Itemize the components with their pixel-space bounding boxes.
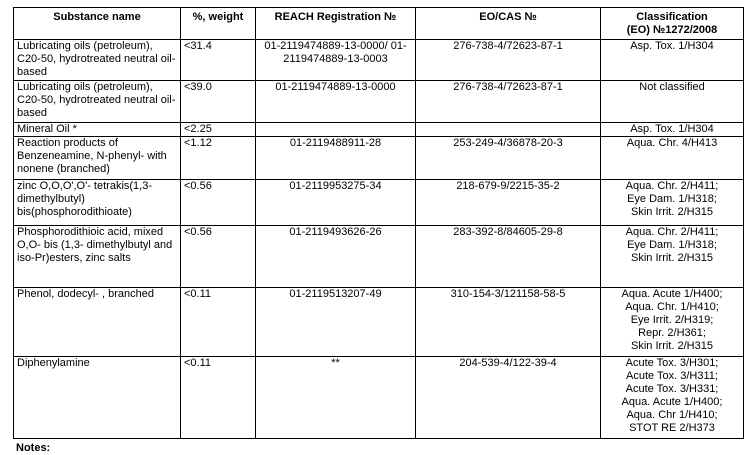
substance-name-cell: Mineral Oil * [14,123,181,137]
classification-cell: Asp. Tox. 1/H304 [601,123,744,137]
classification-cell: Acute Tox. 3/H301; Acute Tox. 3/H311; Acute Tox. 3/H331; Aqua. Acute 1/H400; Aqua. Chr 1/H410; STOT RE 2/H373 [601,357,744,439]
ec-cas-cell: 276-738-4/72623-87-1 [416,81,601,123]
composition-table [13,7,744,439]
table-row [14,40,744,81]
substance-name-cell: Lubricating oils (petroleum), C20-50, hydrotreated neutral oil-based [14,81,181,123]
weight-percent-cell: <0.11 [181,357,256,439]
ec-cas-cell: 276-738-4/72623-87-1 [416,40,601,81]
substance-name-cell: Reaction products of Benzeneamine, N-phenyl- with nonene (branched) [14,137,181,180]
weight-percent-cell: <0.56 [181,226,256,288]
weight-percent-cell: <0.56 [181,180,256,226]
weight-percent-cell: <0.11 [181,288,256,357]
reach-number-cell [256,123,416,137]
reach-number-cell: 01-2119474889-13-0000/ 01-2119474889-13-0003 [256,40,416,81]
ec-cas-cell: 283-392-8/84605-29-8 [416,226,601,288]
classification-cell: Aqua. Acute 1/H400; Aqua. Chr. 1/H410; Eye Irrit. 2/H319; Repr. 2/H361; Skin Irrit. 2/H315 [601,288,744,357]
substance-name-cell: Diphenylamine [14,357,181,439]
header-ec-cas: EO/CAS № [416,8,601,40]
classification-cell: Asp. Tox. 1/H304 [601,40,744,81]
weight-percent-cell: <1.12 [181,137,256,180]
ec-cas-cell: 310-154-3/121158-58-5 [416,288,601,357]
table-row [14,137,744,180]
reach-number-cell: 01-2119488911-28 [256,137,416,180]
substance-name-cell: zinc O,O,O',O'- tetrakis(1,3- dimethylbutyl) bis(phosphorodithioate) [14,180,181,226]
header-classification-line1: Classification [636,11,708,23]
ec-cas-cell: 253-249-4/36878-20-3 [416,137,601,180]
table-row [14,123,744,137]
substance-name-cell: Lubricating oils (petroleum), C20-50, hydrotreated neutral oil-based [14,40,181,81]
ec-cas-cell: 204-539-4/122-39-4 [416,357,601,439]
header-classification-line2: (EO) №1272/2008 [626,24,718,36]
weight-percent-cell: <31.4 [181,40,256,81]
weight-percent-cell: <2.25 [181,123,256,137]
table-header-row [14,8,744,40]
reach-number-cell: 01-2119493626-26 [256,226,416,288]
reach-number-cell: 01-2119474889-13-0000 [256,81,416,123]
header-substance-name: Substance name [14,8,181,40]
table-row [14,357,744,439]
table-row [14,81,744,123]
classification-cell: Aqua. Chr. 2/H411; Eye Dam. 1/H318; Skin Irrit. 2/H315 [601,226,744,288]
classification-cell: Aqua. Chr. 4/H413 [601,137,744,180]
ec-cas-cell: 218-679-9/2215-35-2 [416,180,601,226]
reach-number-cell: 01-2119513207-49 [256,288,416,357]
table-row [14,226,744,288]
notes-label: Notes: [16,442,51,454]
substance-name-cell: Phenol, dodecyl- , branched [14,288,181,357]
substance-name-cell: Phosphorodithioic acid, mixed O,O- bis (1,3- dimethylbutyl and iso-Pr)esters, zinc salts [14,226,181,288]
weight-percent-cell: <39.0 [181,81,256,123]
ec-cas-cell [416,123,601,137]
classification-cell: Not classified [601,81,744,123]
reach-number-cell: 01-2119953275-34 [256,180,416,226]
header-reach-registration: REACH Registration № [256,8,416,40]
reach-number-cell: ** [256,357,416,439]
header-weight-percent: %, weight [181,8,256,40]
table-row [14,288,744,357]
classification-cell: Aqua. Chr. 2/H411; Eye Dam. 1/H318; Skin Irrit. 2/H315 [601,180,744,226]
header-classification [601,8,744,40]
table-row [14,180,744,226]
